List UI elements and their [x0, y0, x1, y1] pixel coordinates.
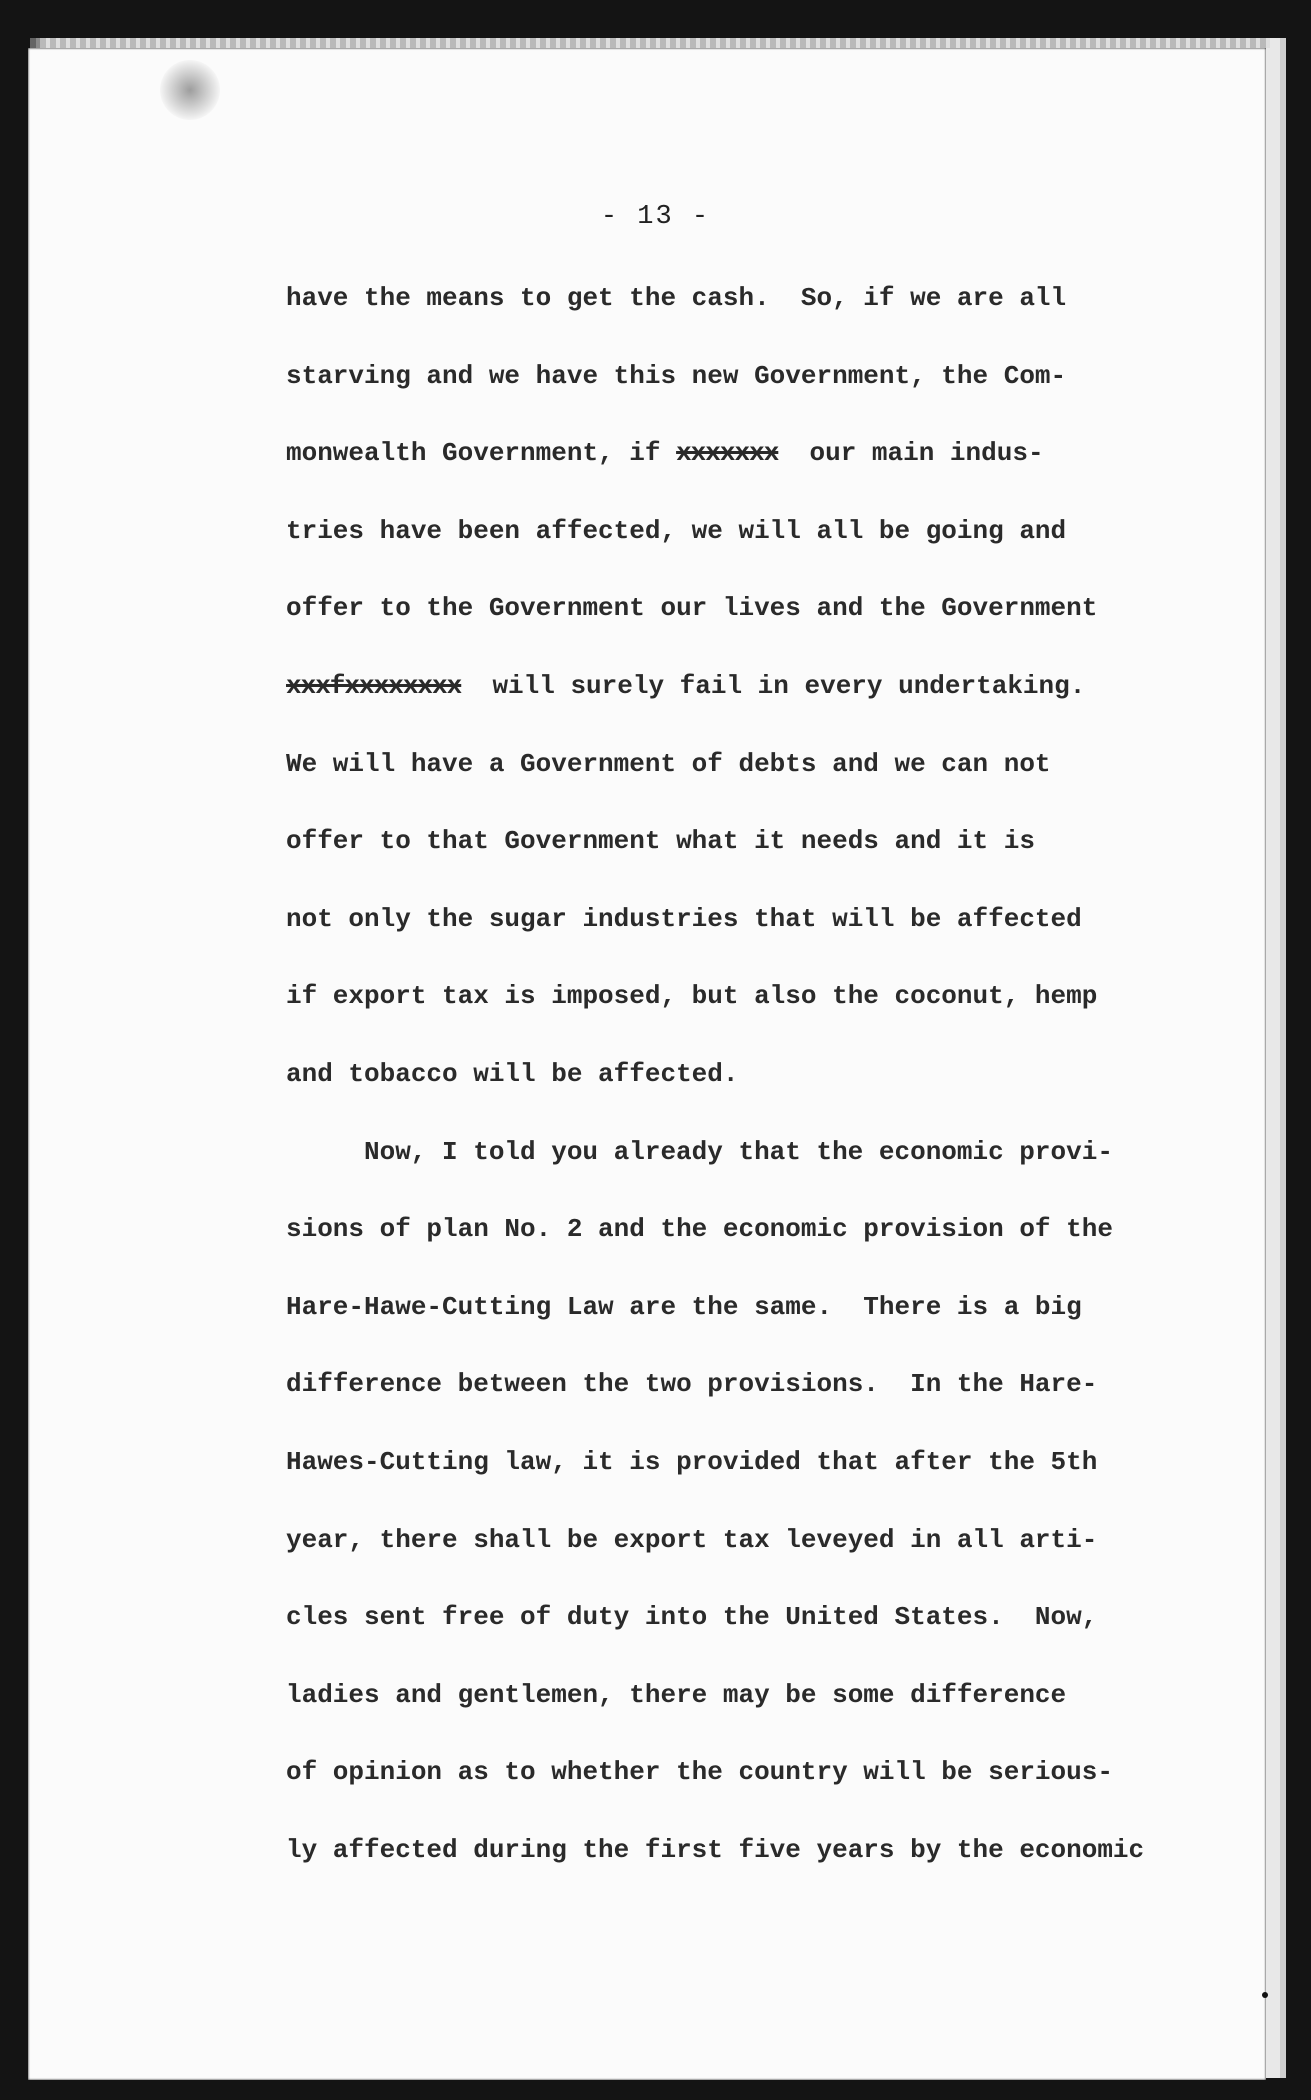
text-line: have the means to get the cash. So, if we are all — [286, 283, 1067, 313]
text-line: and tobacco will be affected. — [286, 1058, 739, 1089]
text-line: if export tax is imposed, but also the coconut, hemp — [286, 981, 1098, 1012]
struck-out-text: xxxxxxx — [676, 438, 779, 469]
document-body — [286, 274, 1146, 1903]
text-segment: monwealth Government, if — [286, 438, 677, 469]
text-line: sions of plan No. 2 and the economic provision of the — [286, 1214, 1113, 1245]
text-line: year, there shall be export tax leveyed in all arti- — [286, 1524, 1098, 1555]
text-line: ly affected during the first five years by the economic — [286, 1834, 1145, 1865]
text-line — [286, 662, 1146, 740]
text-line: offer to that Government what it needs and it is — [286, 826, 1035, 857]
page-number: - 13 - — [600, 202, 711, 232]
paragraph-start-line: Now, I told you already that the economic provi- — [364, 1136, 1113, 1167]
page-stack-edge — [30, 38, 1270, 48]
text-line: cles sent free of duty into the United States. Now, — [286, 1602, 1098, 1633]
text-line — [286, 429, 1146, 507]
text-line: Hawes-Cutting law, it is provided that after the 5th — [286, 1446, 1098, 1477]
text-line: difference between the two provisions. In the Hare- — [286, 1369, 1098, 1400]
text-line: offer to the Government our lives and the Government — [286, 593, 1098, 624]
struck-out-text: xxxfxxxxxxxx — [286, 670, 462, 701]
text-line: starving and we have this new Government, the Com- — [286, 360, 1067, 391]
text-line: tries have been affected, we will all be going and — [286, 515, 1067, 546]
scan-speck — [1262, 1992, 1268, 1998]
text-line: ladies and gentlemen, there may be some difference — [286, 1679, 1067, 1710]
text-segment: will surely fail in every undertaking. — [461, 670, 1086, 701]
text-segment: our main indus- — [778, 438, 1044, 469]
text-line: not only the sugar industries that will be affected — [286, 903, 1082, 934]
text-line: of opinion as to whether the country will be serious- — [286, 1757, 1113, 1788]
text-line: Hare-Hawe-Cutting Law are the same. There is a big — [286, 1291, 1082, 1322]
ink-smudge — [160, 60, 220, 120]
text-line: We will have a Government of debts and we can not — [286, 748, 1051, 779]
